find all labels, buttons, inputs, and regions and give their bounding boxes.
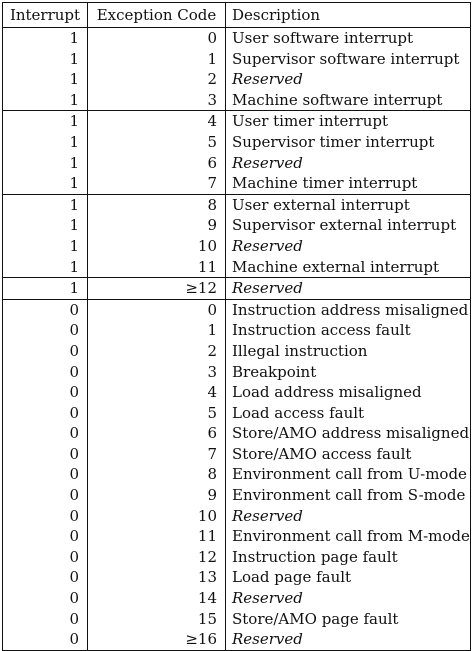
exception-code-cell: 14 [88,588,226,609]
exception-code-cell: 3 [88,90,226,111]
exception-code-cell: ≥12 [88,278,226,300]
exception-code-cell: 5 [88,403,226,424]
exception-code-cell: 10 [88,236,226,257]
exception-code-cell: 9 [88,485,226,506]
table-row [3,69,471,90]
interrupt-cell: 1 [3,132,88,153]
exception-code-cell: 5 [88,132,226,153]
interrupt-cell: 0 [3,506,88,527]
interrupt-cell: 1 [3,236,88,257]
interrupt-cell: 1 [3,90,88,111]
reserved-description-cell: Reserved [226,69,471,90]
description-cell: Illegal instruction [226,341,471,362]
exception-code-cell: 2 [88,341,226,362]
interrupt-cell: 0 [3,320,88,341]
reserved-description-cell: Reserved [226,588,471,609]
exception-code-cell: 9 [88,215,226,236]
description-cell: Supervisor timer interrupt [226,132,471,153]
header-interrupt: Interrupt [3,3,88,28]
interrupt-cell: 0 [3,588,88,609]
table-row [3,173,471,194]
description-cell: Environment call from M-mode [226,526,471,547]
interrupt-cell: 1 [3,49,88,70]
exception-code-cell: 1 [88,320,226,341]
description-cell: User timer interrupt [226,111,471,132]
interrupt-cell: 0 [3,609,88,630]
exception-code-cell: 0 [88,28,226,49]
interrupt-cell: 1 [3,111,88,132]
description-cell: Breakpoint [226,362,471,383]
table-row [3,49,471,70]
description-cell: User software interrupt [226,28,471,49]
exception-code-cell: 6 [88,423,226,444]
table-row [3,111,471,132]
interrupt-cell: 1 [3,28,88,49]
interrupt-cell: 0 [3,423,88,444]
table-row [3,382,471,403]
exception-code-cell: 13 [88,567,226,588]
table-row [3,526,471,547]
header-description: Description [226,3,471,28]
table-row [3,444,471,465]
description-cell: Supervisor software interrupt [226,49,471,70]
description-cell: Machine timer interrupt [226,173,471,194]
exception-code-cell: 12 [88,547,226,568]
table-row [3,257,471,278]
interrupt-cell: 0 [3,299,88,320]
interrupt-cell: 0 [3,567,88,588]
table-row [3,506,471,527]
description-cell: Instruction access fault [226,320,471,341]
exception-code-cell: 8 [88,194,226,215]
table-row [3,588,471,609]
description-cell: Store/AMO page fault [226,609,471,630]
description-cell: Store/AMO access fault [226,444,471,465]
reserved-description-cell: Reserved [226,629,471,650]
table-row [3,485,471,506]
header-exception-code: Exception Code [88,3,226,28]
exception-code-cell: 10 [88,506,226,527]
reserved-description-cell: Reserved [226,506,471,527]
exception-code-cell: 7 [88,444,226,465]
exception-code-cell: 4 [88,382,226,403]
interrupt-cell: 0 [3,526,88,547]
interrupt-cell: 0 [3,403,88,424]
exception-code-cell: 0 [88,299,226,320]
description-cell: Load address misaligned [226,382,471,403]
table-row [3,28,471,49]
reserved-description-cell: Reserved [226,278,471,300]
interrupt-cell: 1 [3,257,88,278]
header-row [3,3,471,28]
interrupt-cell: 1 [3,153,88,174]
exception-code-cell: 3 [88,362,226,383]
description-cell: Machine software interrupt [226,90,471,111]
description-cell: Supervisor external interrupt [226,215,471,236]
exception-code-table [2,2,471,651]
description-cell: Store/AMO address misaligned [226,423,471,444]
table-row [3,547,471,568]
description-cell: Load access fault [226,403,471,424]
interrupt-cell: 0 [3,382,88,403]
table-row [3,278,471,300]
table-row [3,299,471,320]
table-row [3,90,471,111]
interrupt-cell: 0 [3,629,88,650]
table-row [3,609,471,630]
description-cell: Instruction address misaligned [226,299,471,320]
exception-code-cell: 6 [88,153,226,174]
exception-code-cell: 4 [88,111,226,132]
description-cell: Environment call from S-mode [226,485,471,506]
interrupt-cell: 1 [3,278,88,300]
description-cell: Instruction page fault [226,547,471,568]
table-row [3,567,471,588]
interrupt-cell: 0 [3,341,88,362]
table-row [3,423,471,444]
table-row [3,320,471,341]
exception-code-cell: 1 [88,49,226,70]
interrupt-cell: 1 [3,69,88,90]
exception-code-cell: 11 [88,257,226,278]
table-row [3,362,471,383]
table-row [3,194,471,215]
interrupt-cell: 0 [3,464,88,485]
table-row [3,341,471,362]
interrupt-cell: 0 [3,362,88,383]
exception-code-cell: 2 [88,69,226,90]
exception-code-cell: 15 [88,609,226,630]
exception-code-cell: 11 [88,526,226,547]
exception-code-cell: ≥16 [88,629,226,650]
table-row [3,629,471,650]
reserved-description-cell: Reserved [226,153,471,174]
table-row [3,464,471,485]
interrupt-cell: 1 [3,194,88,215]
exception-code-table-container [2,2,470,651]
table-body [3,28,471,651]
interrupt-cell: 0 [3,547,88,568]
exception-code-cell: 8 [88,464,226,485]
description-cell: Environment call from U-mode [226,464,471,485]
table-header [3,3,471,28]
description-cell: Load page fault [226,567,471,588]
table-row [3,215,471,236]
interrupt-cell: 0 [3,444,88,465]
table-row [3,236,471,257]
interrupt-cell: 1 [3,173,88,194]
exception-code-cell: 7 [88,173,226,194]
table-row [3,132,471,153]
table-row [3,403,471,424]
description-cell: Machine external interrupt [226,257,471,278]
interrupt-cell: 0 [3,485,88,506]
interrupt-cell: 1 [3,215,88,236]
description-cell: User external interrupt [226,194,471,215]
table-row [3,153,471,174]
reserved-description-cell: Reserved [226,236,471,257]
